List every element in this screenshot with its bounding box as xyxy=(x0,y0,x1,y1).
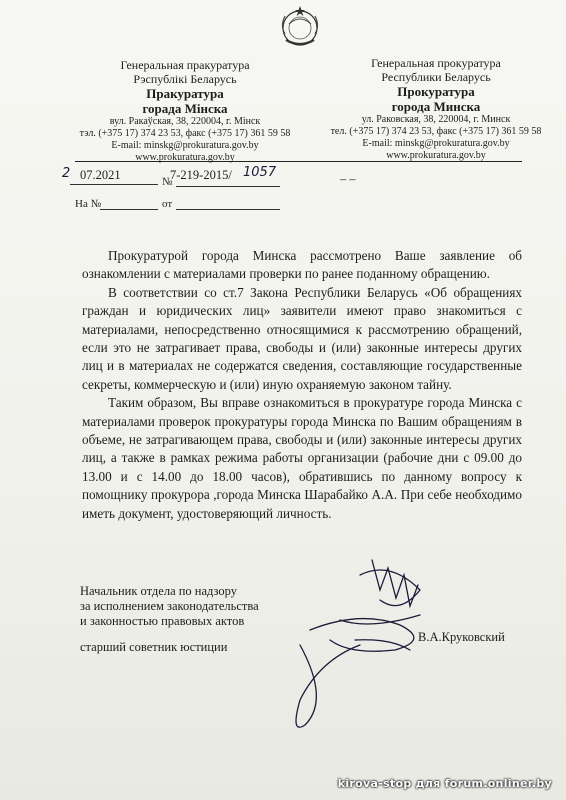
email-by: E-mail: minskg@prokuratura.gov.by xyxy=(111,140,259,151)
signatory-rank: старший советник юстиции xyxy=(80,640,228,654)
paragraph-3: Таким образом, Вы вправе ознакомиться в прокуратуре города Минска с материалами проверок прокуратуры города Минска по Вашим обращениям в объеме, не затрагивающем права, свободы и (или) законные интересы других лиц, а также в рамках режима работы организации (рабочие дни с 09.00 до 13.00 и с 14.00 до 18.00 часов), обратившись по данному вопросу к помощнику прокурора ,города Минска Шарабайко А.А. При себе необходимо иметь документ, удостоверяющий личность. xyxy=(82,395,522,521)
office-name-by-1: Пракуратура xyxy=(146,86,224,101)
office-name-ru-1: Прокуратура xyxy=(397,84,475,99)
office-name-ru-2: города Минска xyxy=(391,99,481,114)
website-ru: www.prokuratura.gov.by xyxy=(386,150,486,161)
org-name-by: Генеральная пракуратура xyxy=(120,58,250,72)
position-line-1: Начальник отдела по надзору xyxy=(80,584,238,598)
incoming-date-label: от xyxy=(162,198,173,210)
position-line-3: и законностью правовых актов xyxy=(80,614,245,628)
ref-number: 7-219-2015/ xyxy=(170,168,232,182)
signatory-name: В.А.Круковский xyxy=(418,630,505,644)
paragraph-1: Прокуратурой города Минска рассмотрено Ваше заявление об ознакомлении с материалами проверки по ранее поданному обращению. xyxy=(82,248,522,282)
letter-date: 07.2021 xyxy=(80,168,121,182)
date-handwritten-day: 2 xyxy=(62,166,71,181)
phone-by: тэл. (+375 17) 374 23 53, факс (+375 17) 361 59 58 xyxy=(79,128,291,139)
address-ru: ул. Раковская, 38, 220004, г. Минск xyxy=(361,114,511,125)
address-by: вул. Ракаўская, 38, 220004, г. Мінск xyxy=(109,116,261,127)
position-line-2: за исполнением законодательства xyxy=(80,599,259,613)
org-name-ru: Генеральная прокуратура xyxy=(371,56,501,70)
office-name-by-2: горада Мінска xyxy=(142,101,228,116)
incoming-number-label: На № xyxy=(75,198,102,210)
number-sign: № xyxy=(162,176,173,188)
email-ru: E-mail: minskg@prokuratura.gov.by xyxy=(362,138,510,149)
country-name-ru: Республики Беларусь xyxy=(381,70,491,84)
phone-ru: тел. (+375 17) 374 23 53, факс (+375 17) 361 59 58 xyxy=(330,126,542,137)
paragraph-2: В соответствии со ст.7 Закона Республики Беларусь «Об обращениях граждан и юридических лиц» заявители имеют право знакомиться с материалами, непосредственно относящимися к рассмотрению обращений, если это не затрагивает права, свободы и (или) законные интересы других лиц и в материалах не содержатся сведения, составляющие государственные секреты, коммерческую и (или) иную охраняемую законом тайну. xyxy=(82,284,522,392)
dash-mark: – – xyxy=(340,172,356,186)
website-by: www.prokuratura.gov.by xyxy=(135,152,235,163)
ref-number-handwritten: 1057 xyxy=(243,165,277,180)
country-name-by: Рэспублікі Беларусь xyxy=(133,72,237,86)
watermark-text: kirova-stop для forum.onliner.by xyxy=(337,777,552,790)
